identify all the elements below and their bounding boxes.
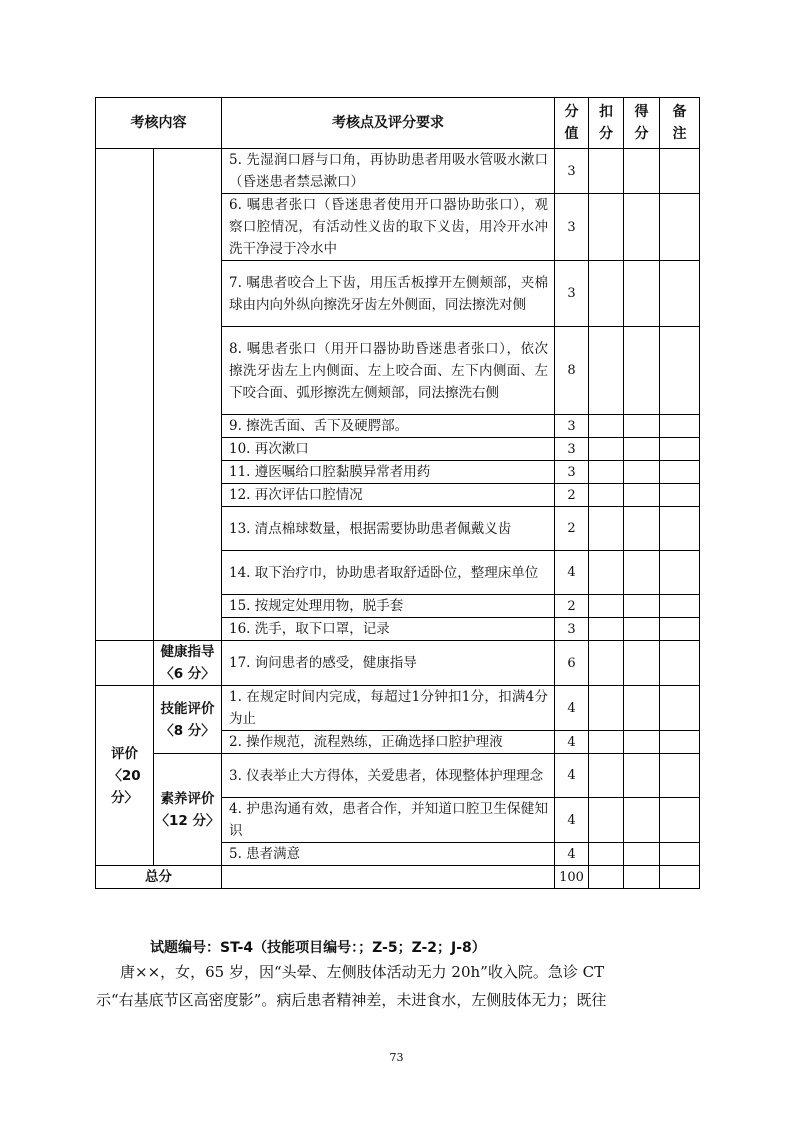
score-value: 4 bbox=[555, 798, 589, 843]
evaluation-points: 〈20 分〉 bbox=[108, 767, 141, 806]
obtained-cell bbox=[624, 415, 660, 438]
obtained-cell bbox=[624, 261, 660, 327]
remarks-cell bbox=[660, 641, 700, 686]
criteria-text: 13. 清点棉球数量，根据需要协助患者佩戴义齿 bbox=[222, 507, 555, 551]
score-value: 3 bbox=[555, 149, 589, 194]
criteria-text: 6. 嘱患者张口（昏迷患者使用开口器协助张口），观察口腔情况，有活动性义齿的取下义齿，用冷开水冲洗干净浸于冷水中 bbox=[222, 194, 555, 261]
deduction-cell bbox=[589, 551, 624, 595]
remarks-cell bbox=[660, 618, 700, 641]
case-paragraph-line-2: 示“右基底节区高密度影”。病后患者精神差，未进食水，左侧肢体无力；既往 bbox=[96, 991, 607, 1009]
remarks-cell bbox=[660, 415, 700, 438]
score-value: 2 bbox=[555, 507, 589, 551]
header-criteria: 考核点及评分要求 bbox=[222, 98, 555, 149]
remarks-cell bbox=[660, 731, 700, 754]
score-value: 6 bbox=[555, 641, 589, 686]
remarks-cell bbox=[660, 484, 700, 507]
score-value: 4 bbox=[555, 551, 589, 595]
obtained-cell bbox=[624, 595, 660, 618]
deduction-cell bbox=[589, 261, 624, 327]
health-label: 健康指导 bbox=[160, 644, 215, 660]
quality-label: 素养评价 bbox=[160, 790, 215, 807]
scoring-table bbox=[95, 97, 700, 889]
total-label: 总分 bbox=[96, 866, 222, 889]
criteria-text: 14. 取下治疗巾，协助患者取舒适卧位，整理床单位 bbox=[222, 551, 555, 595]
criteria-text: 5. 先湿润口唇与口角，再协助患者用吸水管吸水漱口（昏迷患者禁忌漱口） bbox=[222, 149, 555, 194]
score-value: 2 bbox=[555, 595, 589, 618]
criteria-text: 15. 按规定处理用物，脱手套 bbox=[222, 595, 555, 618]
remarks-cell bbox=[660, 686, 700, 731]
obtained-cell bbox=[624, 618, 660, 641]
deduction-cell bbox=[589, 731, 624, 754]
remarks-cell bbox=[660, 507, 700, 551]
remarks-cell bbox=[660, 461, 700, 484]
section-title: 试题编号：ST-4（技能项目编号：；Z-5；Z-2；J-8） bbox=[150, 940, 486, 956]
score-value: 4 bbox=[555, 731, 589, 754]
remarks-cell bbox=[660, 843, 700, 866]
score-value: 4 bbox=[555, 754, 589, 798]
criteria-text: 12. 再次评估口腔情况 bbox=[222, 484, 555, 507]
header-row bbox=[96, 98, 700, 149]
deduction-cell bbox=[589, 149, 624, 194]
procedure-category-cell-cont bbox=[96, 641, 154, 686]
deduction-cell bbox=[589, 438, 624, 461]
remarks-cell bbox=[660, 798, 700, 843]
score-value: 4 bbox=[555, 843, 589, 866]
obtained-cell bbox=[624, 194, 660, 261]
health-guidance-category bbox=[154, 641, 222, 686]
criteria-text: 8. 嘱患者张口（用开口器协助昏迷患者张口），依次擦洗牙齿左上内侧面、左上咬合面、左下内侧面、左下咬合面、弧形擦洗左侧颊部，同法擦洗右侧 bbox=[222, 327, 555, 415]
table-row bbox=[96, 754, 700, 798]
criteria-text: 3. 仪表举止大方得体，关爱患者，体现整体护理理念 bbox=[222, 754, 555, 798]
header-remarks: 备注 bbox=[660, 98, 700, 149]
score-value: 2 bbox=[555, 484, 589, 507]
obtained-cell bbox=[624, 507, 660, 551]
obtained-cell bbox=[624, 754, 660, 798]
criteria-text: 5. 患者满意 bbox=[222, 843, 555, 866]
obtained-cell bbox=[624, 731, 660, 754]
evaluation-label: 评价 bbox=[111, 745, 138, 762]
criteria-text: 7. 嘱患者咬合上下齿，用压舌板撑开左侧颊部，夹棉球由内向外纵向擦洗牙齿左外侧面，同法擦洗对侧 bbox=[222, 261, 555, 327]
deduction-cell bbox=[589, 507, 624, 551]
quality-points: 〈12 分〉 bbox=[155, 812, 220, 829]
criteria-text: 2. 操作规范，流程熟练，正确选择口腔护理液 bbox=[222, 731, 555, 754]
remarks-cell bbox=[660, 595, 700, 618]
deduction-cell bbox=[589, 618, 624, 641]
obtained-cell bbox=[624, 866, 660, 889]
deduction-cell bbox=[589, 461, 624, 484]
obtained-cell bbox=[624, 798, 660, 843]
remarks-cell bbox=[660, 866, 700, 889]
deduction-cell bbox=[589, 595, 624, 618]
score-value: 8 bbox=[555, 327, 589, 415]
criteria-text: 4. 护患沟通有效，患者合作，并知道口腔卫生保健知识 bbox=[222, 798, 555, 843]
skill-points: 〈8 分〉 bbox=[160, 722, 215, 739]
deduction-cell bbox=[589, 484, 624, 507]
deduction-cell bbox=[589, 327, 624, 415]
deduction-cell bbox=[589, 641, 624, 686]
deduction-cell bbox=[589, 686, 624, 731]
deduction-cell bbox=[589, 866, 624, 889]
deduction-cell bbox=[589, 415, 624, 438]
criteria-text: 11. 遵医嘱给口腔黏膜异常者用药 bbox=[222, 461, 555, 484]
table-row bbox=[96, 149, 700, 194]
obtained-cell bbox=[624, 327, 660, 415]
obtained-cell bbox=[624, 551, 660, 595]
procedure-subcategory-cell bbox=[154, 149, 222, 641]
deduction-cell bbox=[589, 194, 624, 261]
quality-evaluation-category bbox=[154, 754, 222, 866]
total-score: 100 bbox=[555, 866, 589, 889]
page-number: 73 bbox=[389, 1051, 404, 1064]
table-row bbox=[96, 641, 700, 686]
criteria-text: 17. 询问患者的感受，健康指导 bbox=[222, 641, 555, 686]
header-score: 分值 bbox=[555, 98, 589, 149]
remarks-cell bbox=[660, 149, 700, 194]
total-row bbox=[96, 866, 700, 889]
skill-evaluation-category bbox=[154, 686, 222, 754]
score-value: 3 bbox=[555, 438, 589, 461]
case-paragraph-line-1: 唐××，女，65 岁，因“头晕、左侧肢体活动无力 20h”收入院。急诊 CT bbox=[120, 963, 605, 981]
score-value: 4 bbox=[555, 686, 589, 731]
score-value: 3 bbox=[555, 618, 589, 641]
procedure-category-cell bbox=[96, 149, 154, 641]
criteria-text: 9. 擦洗舌面、舌下及硬腭部。 bbox=[222, 415, 555, 438]
skill-label: 技能评价 bbox=[160, 700, 215, 717]
remarks-cell bbox=[660, 438, 700, 461]
criteria-text: 16. 洗手，取下口罩，记录 bbox=[222, 618, 555, 641]
remarks-cell bbox=[660, 194, 700, 261]
deduction-cell bbox=[589, 843, 624, 866]
obtained-cell bbox=[624, 641, 660, 686]
header-deduction: 扣分 bbox=[589, 98, 624, 149]
obtained-cell bbox=[624, 686, 660, 731]
remarks-cell bbox=[660, 327, 700, 415]
remarks-cell bbox=[660, 551, 700, 595]
table-row bbox=[96, 686, 700, 731]
score-value: 3 bbox=[555, 194, 589, 261]
obtained-cell bbox=[624, 461, 660, 484]
evaluation-category bbox=[96, 686, 154, 866]
score-value: 3 bbox=[555, 461, 589, 484]
score-value: 3 bbox=[555, 415, 589, 438]
obtained-cell bbox=[624, 149, 660, 194]
remarks-cell bbox=[660, 754, 700, 798]
header-obtained: 得分 bbox=[624, 98, 660, 149]
criteria-text: 10. 再次漱口 bbox=[222, 438, 555, 461]
deduction-cell bbox=[589, 798, 624, 843]
obtained-cell bbox=[624, 484, 660, 507]
header-content: 考核内容 bbox=[96, 98, 222, 149]
deduction-cell bbox=[589, 754, 624, 798]
criteria-text: 1. 在规定时间内完成，每超过1分钟扣1分，扣满4分为止 bbox=[222, 686, 555, 731]
remarks-cell bbox=[660, 261, 700, 327]
obtained-cell bbox=[624, 843, 660, 866]
score-value: 3 bbox=[555, 261, 589, 327]
total-criteria-cell bbox=[222, 866, 555, 889]
obtained-cell bbox=[624, 438, 660, 461]
health-points: 〈6 分〉 bbox=[160, 666, 215, 682]
